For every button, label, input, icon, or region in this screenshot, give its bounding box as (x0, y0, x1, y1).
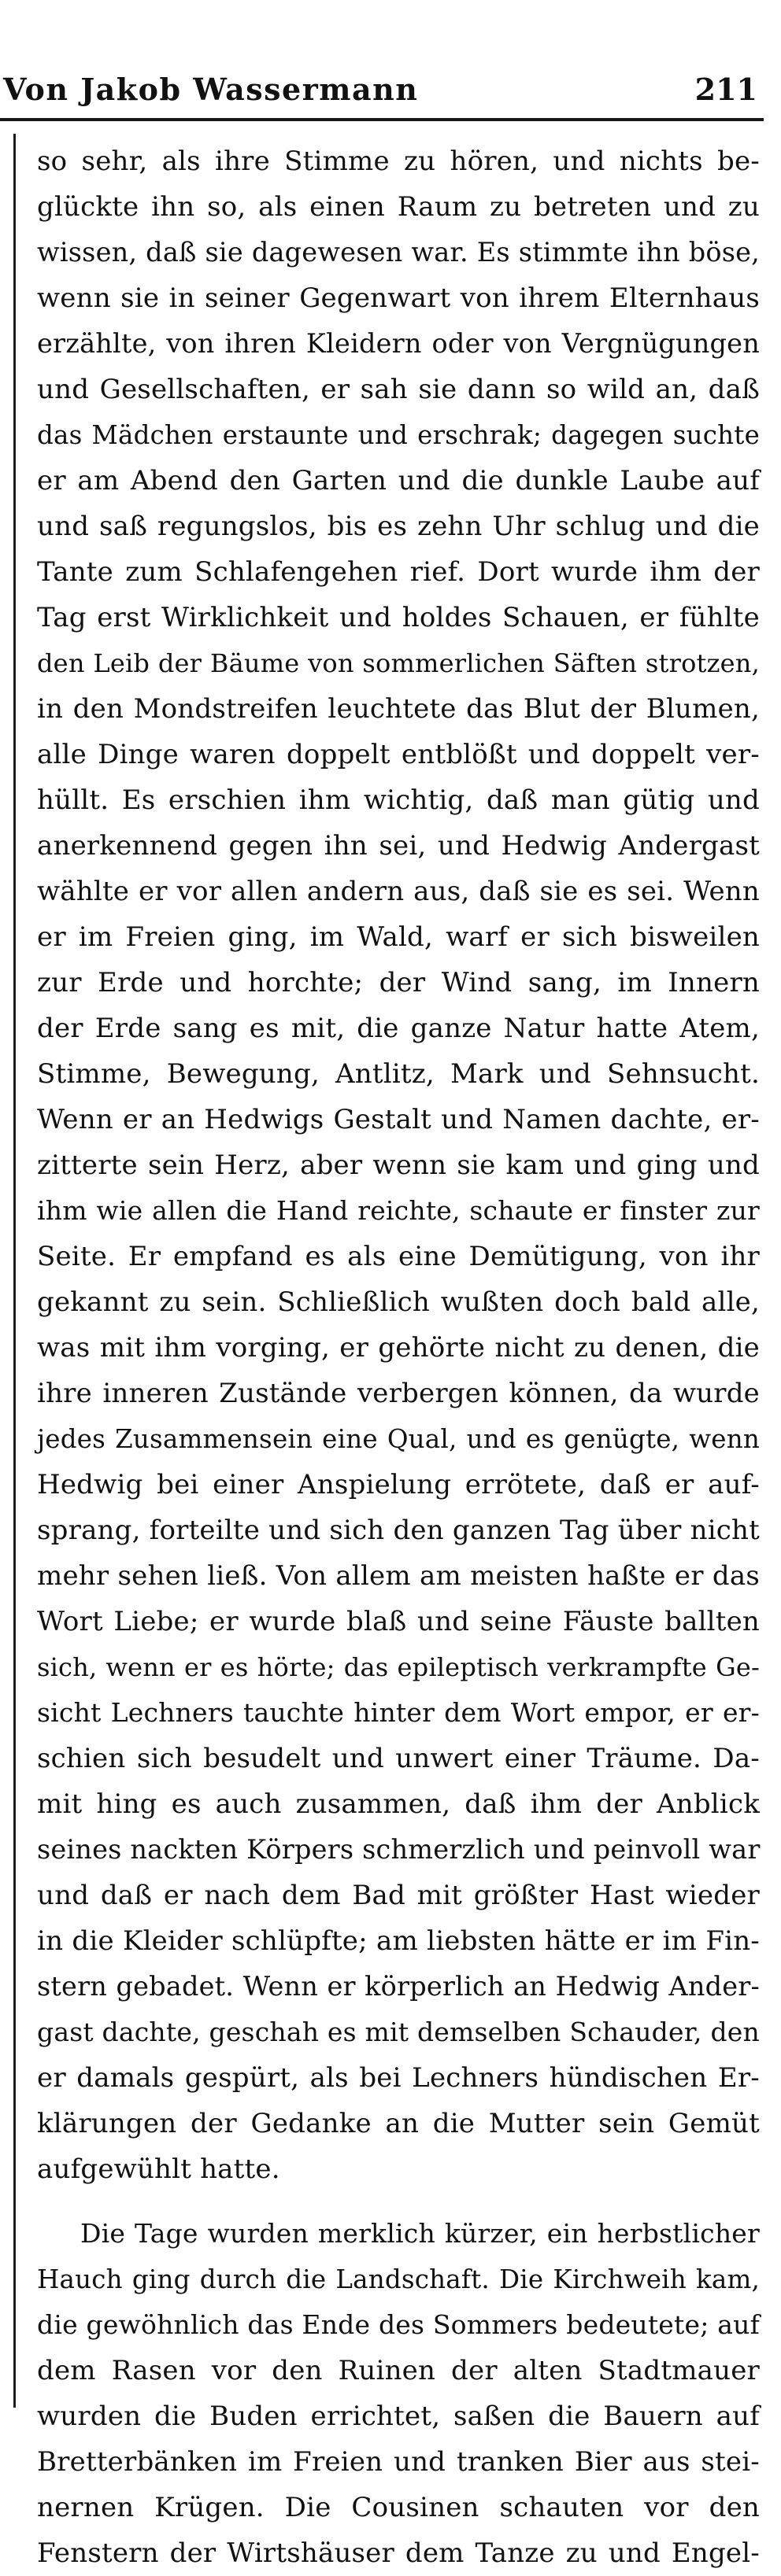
text-line: Fenstern der Wirtshäuser dem Tanze zu und Engel- (37, 2537, 760, 2569)
text-line: ihre inneren Zustände verbergen können, da wurde (37, 1378, 760, 1409)
text-line: zitterte sein Herz, aber wenn sie kam und ging und (37, 1150, 760, 1181)
text-line: er im Freien ging, im Wald, warf er sich bisweilen (37, 921, 760, 953)
text-line: gekannt zu sein. Schließlich wußten doch bald alle, (37, 1286, 760, 1318)
running-title: Von Jakob Wassermann (3, 72, 419, 107)
text-line: gast dachte, geschah es mit demselben Schauder, den (37, 2017, 760, 2047)
text-line: das Mädchen erstaunte und erschrak; dagegen suchte (37, 420, 760, 450)
text-line: stern gebadet. Wenn er körperlich an Hedwig Ander- (37, 1971, 760, 2002)
text-line: Tante zum Schlafengehen rief. Dort wurde ihm der (37, 556, 760, 588)
text-line: Wenn er an Hedwigs Gestalt und Namen dachte, er- (37, 1104, 760, 1135)
header-rule (0, 118, 764, 121)
text-line: erzählte, von ihren Kleidern oder von Vergnügungen (37, 328, 760, 359)
text-line: und Gesellschaften, er sah sie dann so wild an, daß (37, 374, 760, 405)
paragraph-gap (37, 2192, 760, 2211)
text-line: Bretterbänken im Freien und tranken Bier aus stei- (37, 2446, 760, 2478)
text-line: was mit ihm vorging, er gehörte nicht zu denen, die (37, 1332, 760, 1364)
margin-line (13, 134, 16, 2408)
text-line: wenn sie in seiner Gegenwart von ihrem Elternhaus (37, 282, 760, 314)
text-line: die gewöhnlich das Ende des Sommers bedeutete; auf (37, 2309, 760, 2340)
text-line: Tag erst Wirklichkeit und holdes Schauen, er fühlte (37, 602, 760, 633)
paragraph (37, 138, 760, 2192)
page-header (3, 68, 757, 112)
text-line: und saß regungslos, bis es zehn Uhr schlug und die (37, 511, 760, 542)
text-line: den Leib der Bäume von sommerlichen Säften strotzen, (37, 648, 760, 678)
text-line: in den Mondstreifen leuchtete das Blut der Blumen, (37, 693, 760, 725)
paragraph (37, 2211, 760, 2576)
text-line: sprang, forteilte und sich den ganzen Tag über nicht (37, 1515, 760, 1546)
text-line: sich, wenn er es hörte; das epileptisch verkrampfte Ge- (37, 1652, 760, 1682)
page-number: 211 (694, 72, 757, 107)
text-line: wählte er vor allen andern aus, daß sie es sei. Wenn (37, 876, 760, 907)
text-line: nernen Krügen. Die Cousinen schauten vor den (37, 2492, 760, 2523)
text-line: so sehr, als ihre Stimme zu hören, und nichts be- (37, 146, 760, 177)
text-line: Wort Liebe; er wurde blaß und seine Fäuste ballten (37, 1606, 760, 1637)
text-line: Hedwig bei einer Anspielung errötete, daß er auf- (37, 1469, 760, 1500)
body-text (37, 138, 760, 2576)
text-line: wurden die Buden errichtet, saßen die Bauern auf (37, 2401, 760, 2432)
text-line: Hauch ging durch die Landschaft. Die Kirchweih kam, (37, 2264, 760, 2294)
text-line: wissen, daß sie dagewesen war. Es stimmte ihn böse, (37, 237, 760, 268)
text-line: der Erde sang es mit, die ganze Natur hatte Atem, (37, 1013, 760, 1044)
text-line: schien sich besudelt und unwert einer Träume. Da- (37, 1743, 760, 1774)
text-line: er damals gespürt, als bei Lechners hündischen Er- (37, 2062, 760, 2094)
text-line: alle Dinge waren doppelt entblößt und doppelt ver- (37, 739, 760, 770)
text-line: anerkennend gegen ihn sei, und Hedwig Andergast (37, 830, 760, 862)
text-line: mehr sehen ließ. Von allem am meisten haßte er das (37, 1560, 760, 1592)
text-line: aufgewühlt hatte. (37, 2153, 280, 2185)
text-line: Stimme, Bewegung, Antlitz, Mark und Sehnsucht. (37, 1058, 760, 1090)
text-line: und daß er nach dem Bad mit größter Hast wieder (37, 1880, 760, 1911)
text-line: jedes Zusammensein eine Qual, und es genügte, wenn (37, 1424, 760, 1454)
text-line: mit hing es auch zusammen, daß ihm der Anblick (37, 1788, 760, 1820)
text-line: seines nackten Körpers schmerzlich und peinvoll war (37, 1834, 761, 1865)
text-line: hüllt. Es erschien ihm wichtig, daß man gütig und (37, 784, 760, 816)
text-line: er am Abend den Garten und die dunkle Laube auf (37, 465, 760, 496)
text-line: ihm wie allen die Hand reichte, schaute er finster zur (37, 1195, 760, 1226)
text-line: klärungen der Gedanke an die Mutter sein Gemüt (37, 2108, 760, 2139)
text-line: sicht Lechners tauchte hinter dem Wort empor, er er- (37, 1697, 760, 1728)
text-line: in die Kleider schlüpfte; am liebsten hätte er im Fin- (37, 1925, 760, 1957)
text-line: dem Rasen vor den Ruinen der alten Stadtmauer (37, 2355, 760, 2386)
text-line: zur Erde und horchte; der Wind sang, im Innern (37, 967, 760, 998)
text-line: Seite. Er empfand es als eine Demütigung, von ihr (37, 1241, 760, 1272)
text-line: glückte ihn so, als einen Raum zu betreten und zu (37, 191, 760, 223)
text-line: Die Tage wurden merklich kürzer, ein herbstlicher (80, 2218, 760, 2249)
